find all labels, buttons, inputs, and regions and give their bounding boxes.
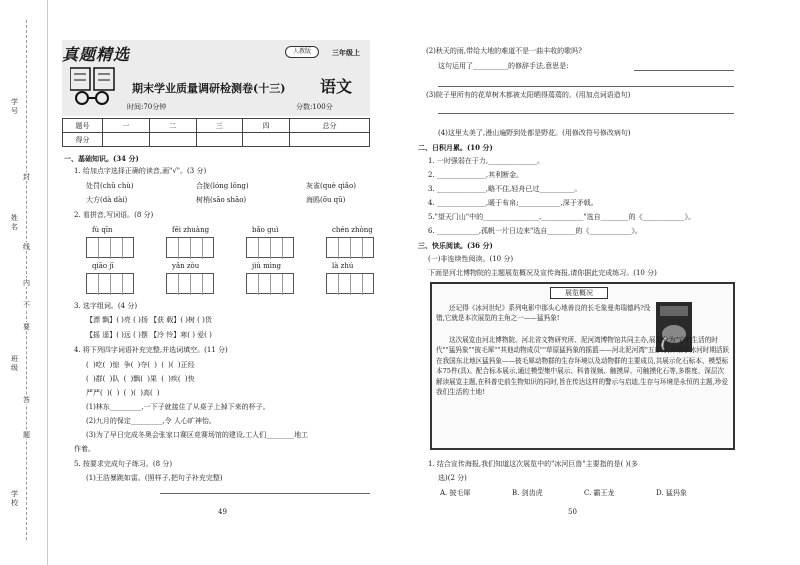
- score-header: 一: [103, 119, 150, 133]
- grade-label: 三年级上: [332, 48, 360, 57]
- margin-label-class: 班级: [11, 355, 18, 372]
- answer-option[interactable]: C. 霸王龙: [584, 489, 615, 497]
- pinyin-label: chén zhòng: [332, 226, 373, 234]
- answer-option[interactable]: B. 剑齿虎: [512, 489, 543, 497]
- reading-question-1: 1. 结合宣传海报,我们知道这次展览中的"冰河巨兽"主要指的是( )(多: [428, 460, 638, 468]
- total-score: 分数:100分: [296, 103, 333, 111]
- answer-option[interactable]: A. 披毛犀: [440, 489, 471, 497]
- pinyin-label: qiāo jī: [92, 262, 114, 270]
- margin-tick: 要: [23, 323, 30, 331]
- reading-question-1b: 选)(2 分): [438, 474, 467, 482]
- q1-option[interactable]: 处罚(chǔ chù): [86, 182, 134, 190]
- margin-tick: 题: [23, 431, 30, 439]
- q5-part-3: (3)院子里所有的花草树木都被太阳晒得蔫蔫的。(用加点词语造句): [426, 91, 631, 99]
- s2-item[interactable]: 6. ____________,孤帆一片日边来"选自________的《____________》。: [428, 227, 642, 235]
- score-cell[interactable]: [243, 133, 290, 147]
- pinyin-label: jiù mìng: [252, 262, 282, 270]
- score-cell[interactable]: [196, 133, 243, 147]
- page-number-left: 49: [218, 508, 227, 516]
- question-5: 5. 按要求完成句子练习。(8 分): [74, 460, 173, 468]
- question-3: 3. 选字组词。(4 分): [74, 302, 138, 310]
- q1-option[interactable]: 灰雀(què qiǎo): [306, 182, 356, 190]
- q4-fill[interactable]: (2)九月的保定_________,令 人心旷神怡。: [86, 417, 216, 425]
- writing-box[interactable]: [166, 273, 214, 294]
- poster-paragraph-2: 这次展览由河北博物院、河北省文物研究所、泥河湾博物馆共同主办,展览分为"它们生活的时代""猛犸象""披毛犀""其他动物成员""草原猛犸象的摇篮——河北泥河湾"五部分,介绍了冰河时期活跃在我国东北地区猛犸象——披毛犀动物群的生存环境以及动物群的主要成员,共展示化石标本、模型标本75件(具)。配合标本展示,通过模型集中展示、科普视频、触摸屏、可触摸化石等,多维度、深层次解读展览主题,在科普史前生物知识的同时,旨在传达这样的警示与启迪,生存与环境是永恒的主题,珍爱我们生活的土地!: [436, 336, 730, 397]
- binding-margin: [0, 0, 48, 565]
- q5-part-4: (4)这里太美了,漫山遍野到处都是野花。(用修改符号修改病句): [438, 129, 631, 137]
- q4-row[interactable]: ( )吃( )惊 争( )夺( ) ( )( )正经: [86, 361, 195, 369]
- section-3-title: 三、快乐阅读。(36 分): [418, 241, 493, 250]
- section-3-subtitle: (一)非连续性阅读。(10 分): [428, 255, 514, 263]
- margin-label-id: 学号: [11, 98, 18, 115]
- writing-box[interactable]: [326, 237, 374, 258]
- s2-item[interactable]: 4. ______________,暖于布帛;____________,深于矛戟。: [428, 199, 598, 207]
- answer-line[interactable]: [160, 493, 370, 494]
- q4-row[interactable]: 严严( )( ) ( )( )高( ): [86, 389, 160, 397]
- book-glasses-icon: [70, 66, 126, 106]
- margin-tick: 不: [23, 301, 30, 309]
- score-cell[interactable]: [103, 133, 150, 147]
- pinyin-label: fēi zhuàng: [172, 226, 210, 234]
- q1-option[interactable]: 大方(dà dài): [86, 196, 128, 204]
- time-limit: 时间:70分钟: [127, 103, 167, 111]
- answer-option[interactable]: D. 猛犸象: [656, 489, 687, 497]
- margin-label-name: 姓名: [11, 214, 18, 231]
- q5-part-2: (2)秋天的雨,带给大地的难道不是一曲丰收的歌吗?: [426, 47, 582, 55]
- q1-option[interactable]: 合拢(lóng lǒng): [196, 182, 249, 190]
- pinyin-label: yǎn zòu: [172, 262, 200, 270]
- q3-row[interactable]: 【漂 飘】( )亮 ( )扬 【获 载】( )树 ( )货: [86, 316, 212, 324]
- poster-title: 展览概况: [550, 287, 608, 299]
- score-table: [62, 118, 370, 147]
- writing-box[interactable]: [246, 237, 294, 258]
- margin-tick: 答: [23, 396, 30, 404]
- pinyin-label: bǎo guì: [252, 226, 279, 234]
- score-header: 四: [243, 119, 290, 133]
- subject-title: 语文: [320, 77, 353, 96]
- q1-option[interactable]: 树梢(sāo shāo): [196, 196, 247, 204]
- q1-option[interactable]: 海鸥(ōu qū): [306, 196, 346, 204]
- pinyin-label: là zhú: [332, 262, 354, 270]
- score-cell[interactable]: [290, 133, 370, 147]
- question-1: 1. 给加点字选择正确的读音,画"√"。(3 分): [74, 167, 207, 175]
- section-3-intro: 下面是河北博物院的主题展览概况及宣传海报,请你据此完成练习。(10 分): [428, 269, 657, 277]
- q5-part-2b[interactable]: 这句运用了__________的修辞手法,意思是:: [438, 62, 569, 70]
- section-2-title: 二、日积月累。(10 分): [418, 143, 493, 152]
- score-header: 三: [196, 119, 243, 133]
- score-header: 二: [149, 119, 196, 133]
- q3-row[interactable]: 【摇 遥】( )远 ( )摆 【冷 怜】寒( ) 爱( ): [86, 331, 212, 339]
- q4-fill[interactable]: (3)为了早日完成冬奥会张家口赛区竞赛场馆的建设,工人们________地工: [86, 431, 309, 439]
- answer-line[interactable]: [438, 86, 734, 87]
- score-header: 题号: [63, 119, 103, 133]
- writing-box[interactable]: [86, 237, 134, 258]
- writing-box[interactable]: [86, 273, 134, 294]
- writing-box[interactable]: [326, 273, 374, 294]
- brand-title: 真题精选: [62, 45, 131, 64]
- writing-box[interactable]: [166, 237, 214, 258]
- pinyin-label: fù qīn: [92, 226, 113, 234]
- q5-part-1: (1)王浩暴跳如雷。(照样子,把句子补充完整): [86, 474, 223, 482]
- margin-label-school: 学校: [11, 490, 18, 507]
- question-2: 2. 看拼音,写词语。(8 分): [74, 211, 154, 219]
- s2-item[interactable]: 1. 一时强弱在于力,______________。: [428, 157, 545, 165]
- margin-tick: 内: [23, 279, 30, 287]
- s2-item[interactable]: 2. ______________,其利断金。: [428, 171, 524, 179]
- margin-tick: 线: [23, 243, 30, 251]
- question-4: 4. 将下列四字词语补充完整,并选词填空。(11 分): [74, 346, 228, 354]
- s2-item[interactable]: 5."望天门山"中的________________,____________"选自________的《____________》。: [428, 213, 696, 221]
- writing-box[interactable]: [246, 273, 294, 294]
- score-row-label: 得分: [63, 133, 103, 147]
- score-header: 总分: [290, 119, 370, 133]
- exam-title: 期末学业质量调研检测卷(十三): [132, 82, 286, 95]
- section-1-title: 一、基础知识。(34 分): [64, 154, 139, 163]
- poster-paragraph-1: 还记得《冰河世纪》系列电影中那头心地善良的长毛象曼弗瑞德吗?没错,它就是本次展览的主角之一——猛犸象!: [436, 304, 651, 323]
- page-number-right: 50: [568, 508, 577, 516]
- q4-fill: 作着。: [74, 445, 95, 453]
- q4-fill[interactable]: (1)林东_________,一下子就接住了从桌子上掉下来的杯子。: [86, 403, 270, 411]
- edition-badge: 人教版: [285, 46, 319, 58]
- s2-item[interactable]: 3. ______________,略不住,轻舟已过__________。: [428, 185, 582, 193]
- margin-tick: 封: [23, 173, 30, 181]
- q4-row[interactable]: ( )群( )队 ( )飘( )果 ( )疾( )快: [86, 375, 195, 383]
- score-cell[interactable]: [149, 133, 196, 147]
- answer-line[interactable]: [438, 113, 734, 114]
- answer-line[interactable]: [634, 70, 734, 71]
